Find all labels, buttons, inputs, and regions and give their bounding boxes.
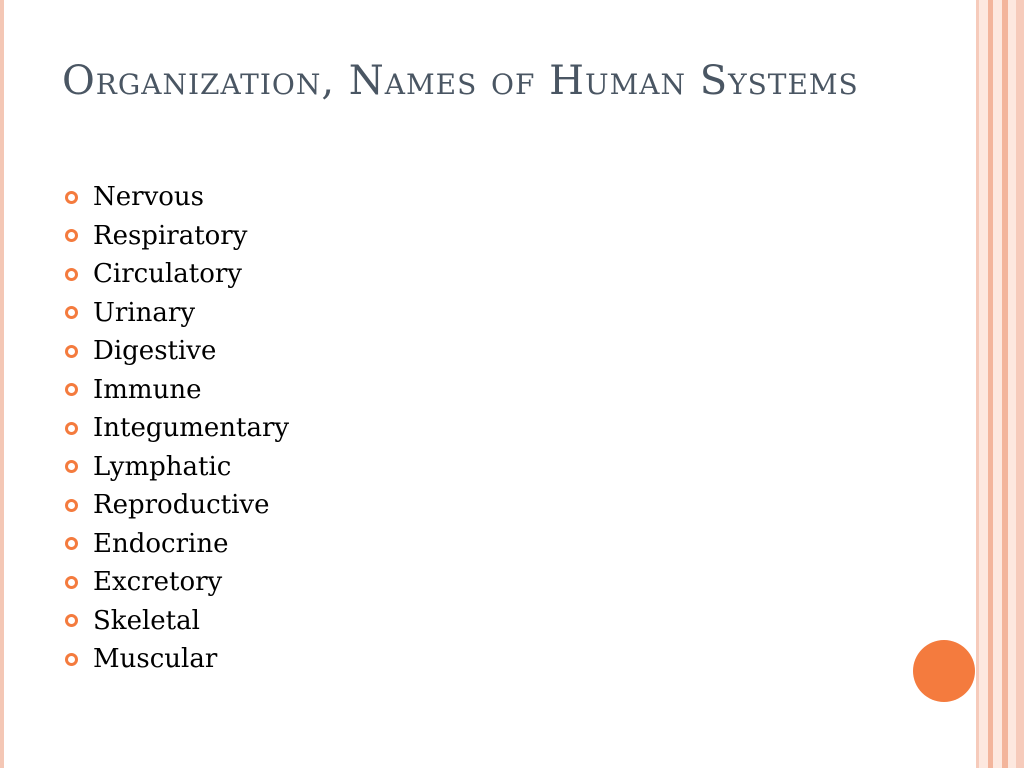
ring-bullet-icon xyxy=(65,537,78,550)
bullet-list xyxy=(62,178,289,679)
list-item xyxy=(62,178,289,217)
list-item xyxy=(62,640,289,679)
ring-bullet-icon xyxy=(65,383,78,396)
list-item xyxy=(62,332,289,371)
list-item xyxy=(62,217,289,256)
list-item-label: Respiratory xyxy=(93,220,248,251)
stripe xyxy=(1016,0,1024,768)
list-item-label: Endocrine xyxy=(93,528,229,559)
list-item-label: Digestive xyxy=(93,336,217,367)
list-item-label: Nervous xyxy=(93,182,204,213)
ring-bullet-icon xyxy=(65,576,78,589)
ring-bullet-icon xyxy=(65,499,78,512)
left-border-decoration xyxy=(0,0,4,768)
stripe xyxy=(993,0,1002,768)
ring-bullet-icon xyxy=(65,345,78,358)
ring-bullet-icon xyxy=(65,306,78,319)
ring-bullet-icon xyxy=(65,653,78,666)
stripe xyxy=(979,0,988,768)
stripe xyxy=(1008,0,1016,768)
list-item-label: Immune xyxy=(93,374,202,405)
ring-bullet-icon xyxy=(65,229,78,242)
slide-title: Organization, Names of Human Systems xyxy=(62,58,859,104)
list-item-label: Muscular xyxy=(93,644,218,675)
list-item xyxy=(62,448,289,487)
ring-bullet-icon xyxy=(65,191,78,204)
list-item-label: Lymphatic xyxy=(93,451,232,482)
list-item xyxy=(62,602,289,641)
list-item xyxy=(62,294,289,333)
list-item-label: Reproductive xyxy=(93,490,270,521)
list-item-label: Skeletal xyxy=(93,605,200,636)
list-item xyxy=(62,563,289,602)
ring-bullet-icon xyxy=(65,422,78,435)
list-item xyxy=(62,525,289,564)
list-item xyxy=(62,255,289,294)
right-stripe-decoration xyxy=(976,0,1024,768)
list-item-label: Circulatory xyxy=(93,259,242,290)
ring-bullet-icon xyxy=(65,268,78,281)
list-item xyxy=(62,409,289,448)
ring-bullet-icon xyxy=(65,460,78,473)
list-item xyxy=(62,371,289,410)
orange-circle-decoration xyxy=(913,640,975,702)
ring-bullet-icon xyxy=(65,614,78,627)
list-item-label: Excretory xyxy=(93,567,223,598)
list-item-label: Urinary xyxy=(93,297,196,328)
list-item-label: Integumentary xyxy=(93,413,290,444)
list-item xyxy=(62,486,289,525)
